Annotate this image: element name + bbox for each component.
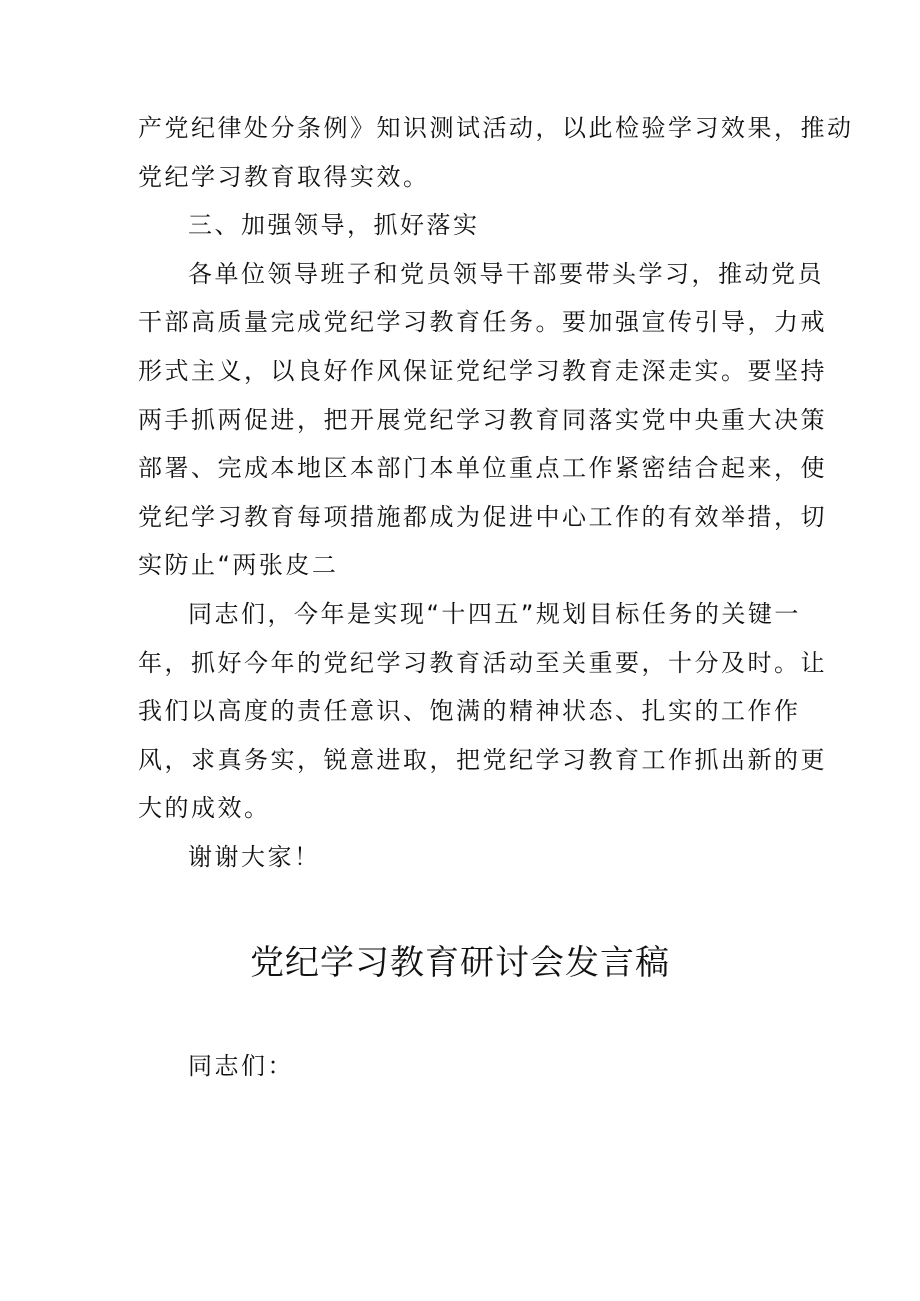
text-line: 大的成效。 [138,794,271,823]
document-title: 党纪学习教育研讨会发言稿 [250,943,670,983]
text-line: 各单位领导班子和党员领导干部要带头学习，推动党员 [188,259,824,288]
text-line: 党纪学习教育取得实效。 [138,162,430,191]
text-line: 两手抓两促进，把开展党纪学习教育同落实党中央重大决策 [138,405,827,434]
document-body [138,104,854,882]
text-line: 党纪学习教育每项措施都成为促进中心工作的有效举措，切 [138,502,827,531]
text-line: 产党纪律处分条例》知识测试活动，以此检验学习效果，推动 [138,114,854,142]
section-heading: 三、加强领导，抓好落实 [188,211,480,240]
text-line: 干部高质量完成党纪学习教育任务。要加强宣传引导，力戒 [138,308,827,337]
text-line: 同志们，今年是实现“十四五”规划目标任务的关键一 [188,599,801,628]
text-line: 实防止“两张皮二 [138,551,339,580]
text-line: 我们以高度的责任意识、饱满的精神状态、扎实的工作作 [138,697,801,726]
text-line: 部署、完成本地区本部门本单位重点工作紧密结合起来，使 [138,454,827,483]
text-line: 风，求真务实，锐意进取，把党纪学习教育工作抓出新的更 [138,745,827,774]
text-line: 形式主义，以良好作风保证党纪学习教育走深走实。要坚持 [138,356,827,385]
closing-line: 谢谢大家！ [188,842,321,871]
salutation: 同志们： [188,1052,294,1080]
text-line: 年，抓好今年的党纪学习教育活动至关重要，十分及时。让 [138,648,827,677]
